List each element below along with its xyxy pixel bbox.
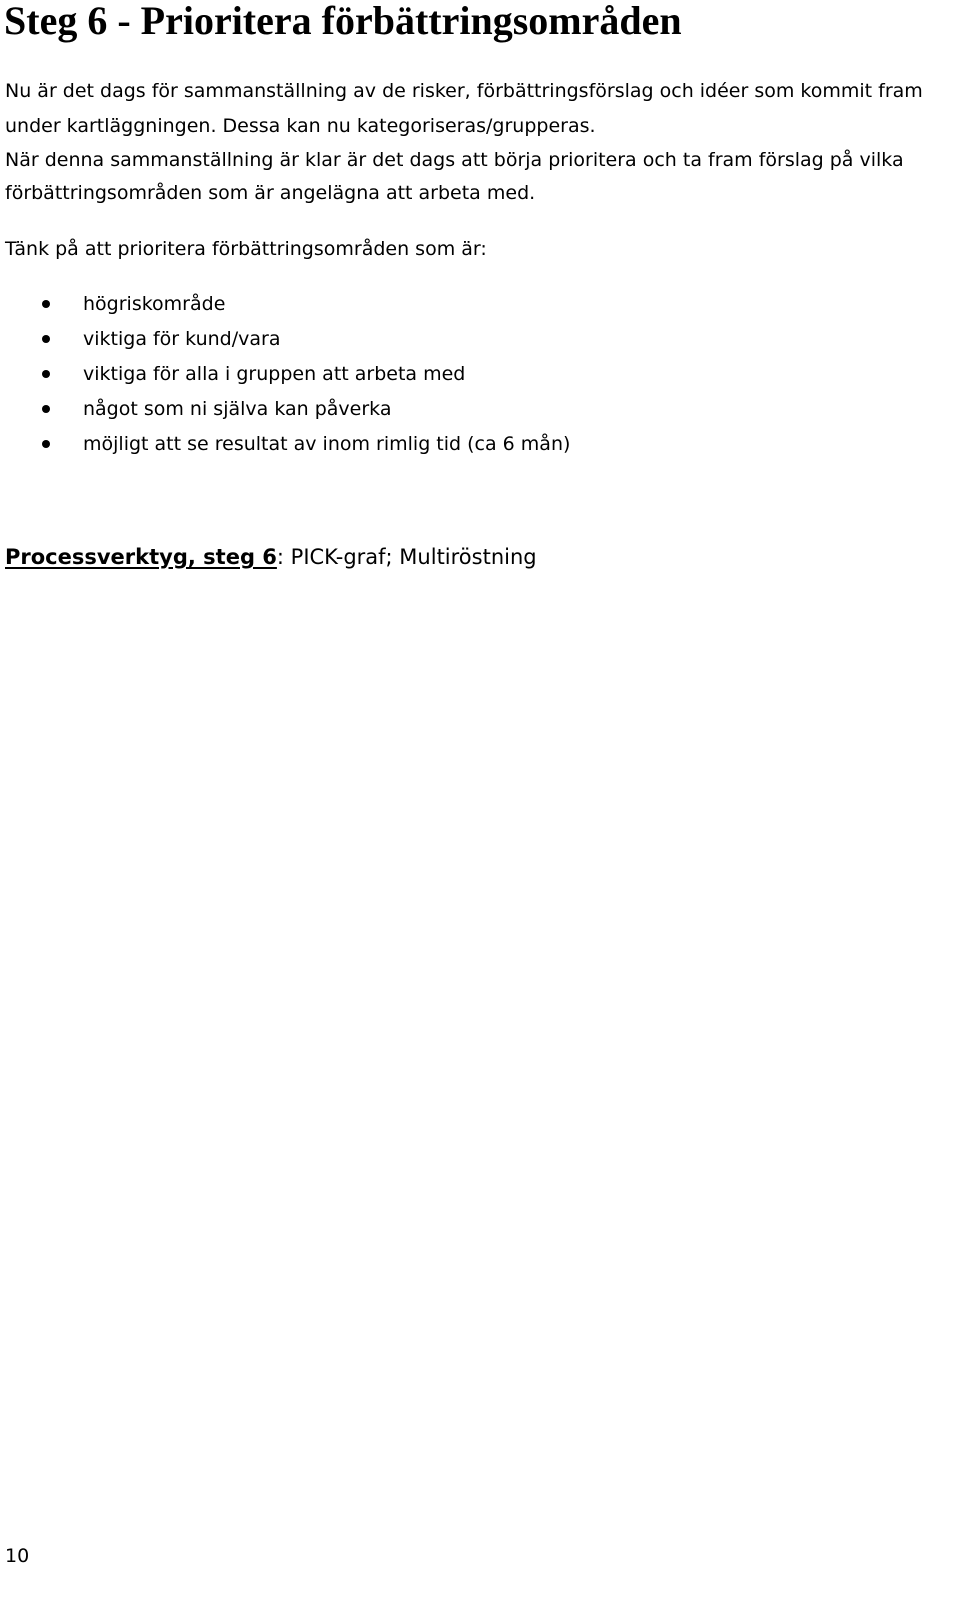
list-item-text: något som ni själva kan påverka <box>83 398 392 420</box>
consider-heading: Tänk på att prioritera förbättringsområden som är: <box>5 238 487 260</box>
bullet-icon <box>42 300 50 308</box>
bullet-icon <box>42 335 50 343</box>
process-tools-label: Processverktyg, steg 6 <box>5 545 277 569</box>
intro-line-4: förbättringsområden som är angelägna att arbeta med. <box>5 182 536 204</box>
process-tools-value: PICK-graf; Multiröstning <box>283 545 537 569</box>
list-item <box>0 396 900 422</box>
list-item-text: viktiga för kund/vara <box>83 328 281 350</box>
bullet-icon <box>42 405 50 413</box>
bullet-icon <box>42 370 50 378</box>
list-item-text: högriskområde <box>83 293 226 315</box>
bullet-icon <box>42 440 50 448</box>
list-item <box>0 326 900 352</box>
page-number: 10 <box>5 1545 30 1567</box>
intro-line-3: När denna sammanställning är klar är det dags att börja prioritera och ta fram förslag på vilka <box>5 149 904 171</box>
list-item <box>0 291 900 317</box>
list-item-text: viktiga för alla i gruppen att arbeta med <box>83 363 466 385</box>
list-item <box>0 431 900 457</box>
intro-line-2: under kartläggningen. Dessa kan nu kategoriseras/grupperas. <box>5 115 596 137</box>
process-tools-separator: : <box>276 545 284 569</box>
page-title: Steg 6 - Prioritera förbättringsområden <box>4 0 682 43</box>
list-item-text: möjligt att se resultat av inom rimlig tid (ca 6 mån) <box>83 433 571 455</box>
intro-line-1: Nu är det dags för sammanställning av de risker, förbättringsförslag och idéer som kommit fram <box>5 80 923 102</box>
list-item <box>0 361 900 387</box>
process-tools-line <box>5 543 537 571</box>
